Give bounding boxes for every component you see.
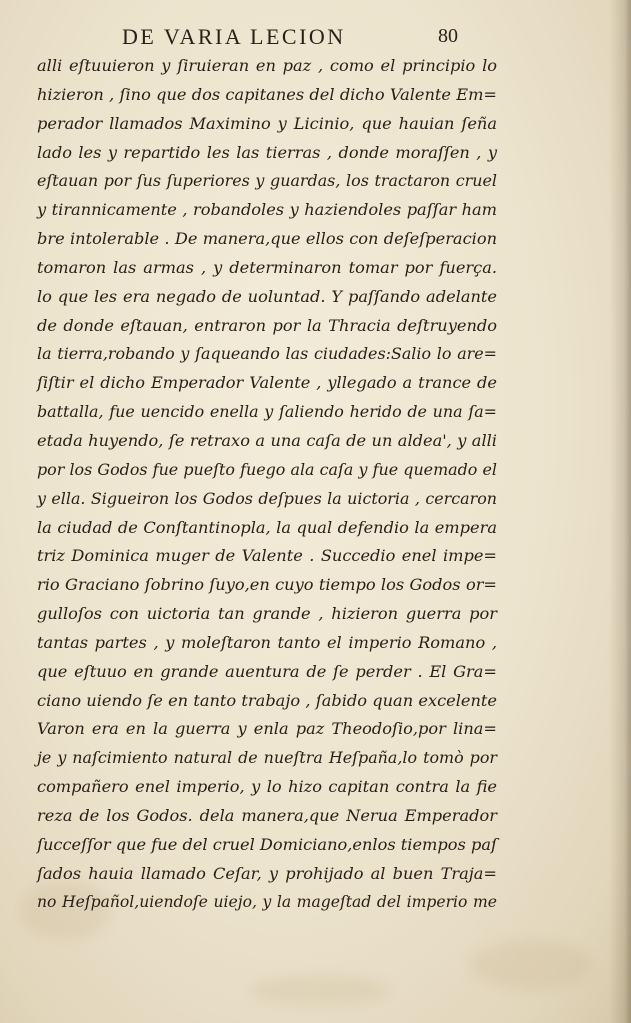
running-head-title: DE VARIA LECION: [122, 24, 346, 49]
text-line: y tirannicamente , robandoles y haziendoles paſſar ham: [37, 200, 497, 220]
text-line: tomaron las armas , y determinaron tomar por fuerça.: [37, 257, 497, 277]
text-line: no Heſpañol,uiendoſe uiejo, y la mageſtad del imperio me: [37, 893, 497, 912]
paper-stain: [470, 940, 590, 990]
paper-stain: [250, 975, 390, 1005]
text-line: que eſtuuo en grande auentura de ſe perder . El Gra=: [37, 661, 497, 681]
text-line: ſucceſſor que fue del cruel Domiciano,enlos tiempos paſ: [37, 834, 497, 854]
text-line: ciano uiendo ſe en tanto trabajo , ſabido quan excelente: [37, 690, 497, 710]
text-line: etada huyendo, ſe retraxo a una caſa de un aldea', y alli: [37, 430, 497, 450]
text-line: bre intolerable . De manera,que ellos con deſeſperacion: [37, 229, 497, 249]
text-line: lo que les era negado de uoluntad. Y paſſando adelante: [37, 286, 497, 306]
running-head: [0, 24, 631, 54]
page-number: 80: [438, 25, 458, 47]
body-text: [37, 52, 497, 917]
text-line: tantas partes , y moleſtaron tanto el imperio Romano ,: [37, 632, 497, 652]
text-line: hizieron , ſino que dos capitanes del dicho Valente Em=: [37, 84, 497, 104]
text-line: battalla, fue uencido enella y ſaliendo herido de una ſa=: [37, 402, 497, 422]
text-line: Varon era en la guerra y enla paz Theodoſio,por lina=: [37, 719, 497, 739]
text-line: gulloſos con uictoria tan grande , hizieron guerra por: [37, 604, 497, 624]
text-line: la tierra,robando y ſaqueando las ciudades:Salio lo are=: [37, 344, 497, 364]
text-line: eſtauan por ſus ſuperiores y guardas, los tractaron cruel: [37, 171, 497, 191]
text-line: la ciudad de Conſtantinopla, la qual defendio la empera: [37, 517, 497, 537]
text-line: perador llamados Maximino y Licinio, que hauian ſeña: [37, 113, 497, 133]
text-line: de donde eſtauan, entraron por la Thracia deſtruyendo: [37, 315, 497, 335]
text-line: je y naſcimiento natural de nueſtra Heſpaña,lo tomò por: [37, 748, 497, 768]
text-line: reza de los Godos. dela manera,que Nerua Emperador: [37, 805, 497, 825]
text-line: alli eſtuuieron y ſiruieran en paz , como el principio lo: [37, 56, 497, 75]
text-line: ſiſtir el dicho Emperador Valente , yllegado a trance de: [37, 373, 497, 393]
text-line: triz Dominica muger de Valente . Succedio enel impe=: [37, 546, 497, 566]
text-line: y ella. Sigueiron los Godos deſpues la uictoria , cercaron: [37, 488, 497, 508]
text-line: rio Graciano ſobrino ſuyo,en cuyo tiempo los Godos or=: [37, 575, 497, 595]
text-line: ſados hauia llamado Ceſar, y prohijado al buen Traja=: [37, 863, 497, 883]
text-line: compañero enel imperio, y lo hizo capitan contra la fie: [37, 777, 497, 797]
text-line: lado les y repartido les las tierras , donde moraſſen , y: [37, 142, 497, 162]
text-line: por los Godos fue pueſto fuego ala caſa y fue quemado el: [37, 459, 497, 479]
